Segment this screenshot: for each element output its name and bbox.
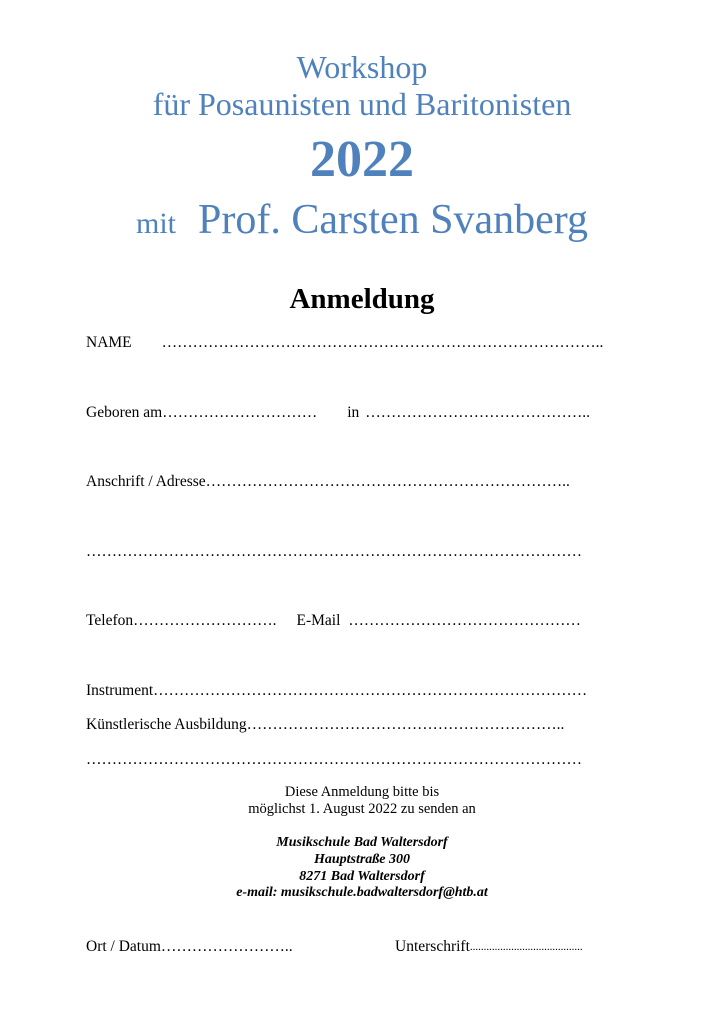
header-year: 2022	[310, 131, 414, 188]
name-row	[86, 333, 603, 353]
training-label: Künstlerische Ausbildung	[86, 716, 247, 733]
email-field[interactable]: ………………………………………	[348, 612, 581, 629]
header-with: mit	[135, 207, 176, 240]
signature-field[interactable]: .........................................	[469, 941, 583, 953]
birth-date-label: Geboren am	[86, 404, 163, 421]
instrument-label: Instrument	[86, 682, 154, 699]
address-label: Anschrift / Adresse	[86, 473, 206, 490]
address-row-2	[86, 542, 582, 562]
contact-row	[86, 611, 581, 631]
instrument-row	[86, 681, 587, 701]
header-workshop: Workshop	[296, 49, 428, 85]
instrument-field[interactable]: …………………………………………………………………………	[153, 682, 588, 699]
training-field[interactable]: ……………………………………………………..	[246, 716, 565, 733]
school-name: Musikschule Bad Waltersdorf	[276, 835, 448, 850]
signature-label: Unterschrift	[395, 938, 470, 955]
school-street: Hauptstraße 300	[313, 852, 411, 867]
birth-place-label: in	[347, 404, 360, 421]
place-date-row	[86, 937, 293, 957]
notice-line-2: möglichst 1. August 2022 zu senden an	[248, 801, 476, 817]
email-label: E-Mail	[296, 612, 341, 629]
birth-row	[86, 403, 590, 423]
address-field-2[interactable]: ……………………………………………………………………………………	[86, 543, 582, 560]
address-field[interactable]: ……………………………………………………………..	[205, 473, 570, 490]
form-title: Anmeldung	[289, 283, 435, 315]
birth-place-field[interactable]: ……………………………………..	[365, 404, 590, 421]
name-label: NAME	[86, 334, 132, 351]
school-email: e-mail: musikschule.badwaltersdorf@htb.at	[236, 885, 488, 900]
header-teacher: Prof. Carsten Svanberg	[198, 197, 588, 243]
header-subtitle: für Posaunisten und Baritonisten	[152, 86, 572, 122]
birth-date-field[interactable]: …………………………	[162, 404, 318, 421]
training-row-2	[86, 750, 582, 770]
phone-label: Telefon	[86, 612, 134, 629]
signature-row	[395, 937, 583, 957]
phone-field[interactable]: ……………………….	[133, 612, 277, 629]
place-date-field[interactable]: ……………………..	[160, 938, 293, 955]
address-row	[86, 472, 570, 492]
place-date-label: Ort / Datum	[86, 938, 161, 955]
header-teacher-line	[0, 193, 724, 256]
training-field-2[interactable]: ……………………………………………………………………………………	[86, 751, 582, 768]
school-city: 8271 Bad Waltersdorf	[299, 869, 425, 884]
name-field[interactable]: …………………………………………………………………………..	[161, 334, 604, 351]
notice-line-1: Diese Anmeldung bitte bis	[284, 784, 440, 800]
training-row	[86, 715, 564, 735]
